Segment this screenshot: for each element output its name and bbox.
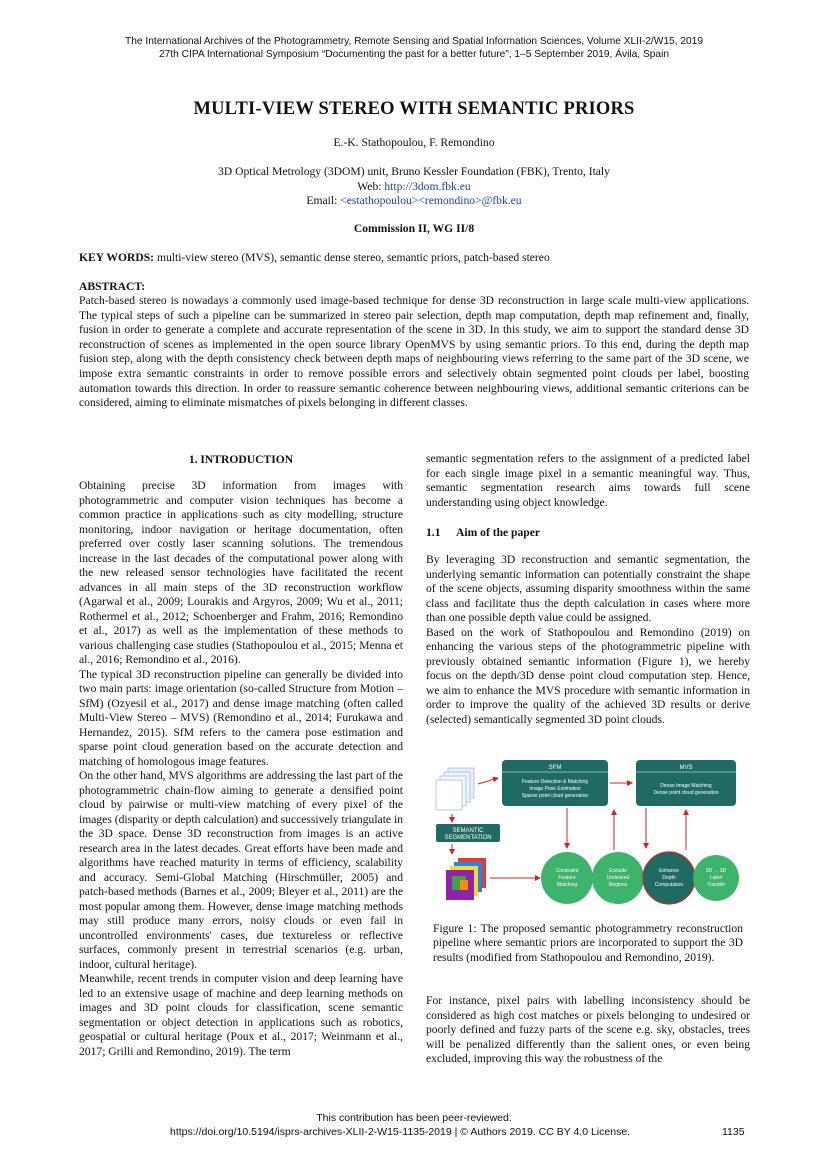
email-link[interactable]: <estathopoulou><remondino>@fbk.eu	[340, 194, 522, 207]
svg-text:Label: Label	[709, 875, 723, 881]
segmented-stack-icon	[446, 858, 486, 900]
abstract-text: Patch-based stereo is nowadays a commonly used image-based technique for dense 3D reconstruction in large scale multi-view applications. The typical steps of such a pipeline can be summarized in stereo pair selection, depth map computation, depth map refinement and, finally, fusion in order to generate a complete and accurate representation of the scene in 3D. In this study, we aim to support the standard dense 3D reconstruction of scenes as implemented in the open source library OpenMVS by using semantic priors. To this end, during the depth map fusion step, along with the depth consistency check between depth maps of neighbouring views referring to the same part of the 3D scene, we impose extra semantic constraints in order to remove possible errors and selectively obtain segmented point clouds per label, boosting automation towards this direction. In order to reassure semantic coherence between neighbouring views, additional semantic criterions can be considered, aiming to eliminate mismatches of pixels belonging in different classes.	[79, 294, 749, 410]
paragraph: For instance, pixel pairs with labelling inconsistency should be considered as high cost matches or pixels belonging to undesired or poorly defined and fuzzy parts of the scene e.g. sky, obstacles, trees will be penalized differently than the salient ones, or even being excluded, improving this way the robustness of the	[426, 994, 750, 1065]
page-number: 1135	[722, 1126, 745, 1138]
paragraph: By leveraging 3D reconstruction and semantic segmentation, the underlying semantic information can potentially constraint the shape of the scene objects, assuming disparity smoothness within the same class and facilitate thus the depth calculation in cases where more than one possible depth value could be assigned.	[426, 553, 750, 624]
footer-peer-review: This contribution has been peer-reviewed.	[316, 1112, 512, 1124]
svg-text:Depth: Depth	[662, 875, 676, 881]
abstract-heading: ABSTRACT:	[79, 280, 146, 293]
label-transfer-circle	[693, 855, 739, 901]
svg-text:2D → 3D: 2D → 3D	[705, 868, 727, 874]
section-heading-introduction: 1. INTRODUCTION	[188, 453, 294, 466]
authors: E.-K. Stathopoulou, F. Remondino	[333, 136, 495, 149]
svg-text:Sparse point cloud generation: Sparse point cloud generation	[521, 793, 589, 799]
paragraph: Obtaining precise 3D information from images with photogrammetric and computer vision techniques has become a common practice in applications such as city modelling, structure monitoring, indoor navigation or heritage documentation, often preferred over costly laser scanning solutions. The tremendous increase in the last decades of the computational power along with the new released sensor technologies have facilitated the recent advances in all main steps of the 3D reconstruction workflow (Agarwal et al., 2009; Lourakis and Argyros, 2009; Wu et al., 2011; Rothermel et al., 2012; Schoenberger and Frahm, 2016; Remondino et al., 2017) as well as the implementation of these methods to various challenging case studies (Stathopoulou et al., 2015; Menna et al., 2016; Remondino et al., 2016).	[79, 479, 403, 666]
right-column-top	[426, 452, 750, 510]
svg-text:Transfer: Transfer	[706, 882, 726, 888]
paragraph: Meanwhile, recent trends in computer vision and deep learning have led to an extensive usage of machine and deep learning methods on images and 3D point clouds for classification, scene semantic segmentation or object detection in applications such as robotics, geospatial or cultural heritage (Poux et al., 2017; Weinmann et al., 2017; Grilli and Remondino, 2019). The term	[79, 972, 403, 1058]
svg-text:Exclude: Exclude	[609, 868, 627, 874]
svg-text:Feature Detection & Matching: Feature Detection & Matching	[521, 779, 589, 785]
arrow	[478, 778, 498, 784]
running-header-line1: The International Archives of the Photogrammetry, Remote Sensing and Spatial Information Sciences, Volume XLII-2/W15, 2019	[125, 36, 703, 47]
left-column	[79, 479, 403, 1059]
section-number: 1.1	[426, 526, 441, 539]
keywords: multi-view stereo (MVS), semantic dense stereo, semantic priors, patch-based stereo	[154, 251, 550, 264]
svg-text:Regions: Regions	[608, 882, 628, 888]
paragraph: On the other hand, MVS algorithms are addressing the last part of the photogrammetric chain-flow aiming to generate a densified point cloud by pairwise or multi-view matching of every pixel of the images (disparity or depth calculation) and successively triangulate in the 3D space. Dense 3D reconstruction from images is an active research area in the latest decades. Great efforts have been made and algorithms have reached maturity in terms of efficiency, scalability and accuracy. Semi-Global Matching (Hirschmüller, 2005) and patch-based methods (Barnes et al., 2009; Bleyer et al., 2011) are the most popular among them. However, dense image matching methods may still produce many errors, noisy clouds or even fail in uncontrolled environments' cases, due textureless or reflective surfaces, commonly present in terrestrial scenarios (e.g. urban, indoor, cultural heritage).	[79, 769, 403, 971]
paragraph: Based on the work of Stathopoulou and Remondino (2019) on enhancing the various steps of the photogrammetric pipeline with previously obtained semantic information (Figure 1), we hereby focus on the depth/3D dense point cloud computation step. Hence, we aim to enhance the MVS procedure with semantic information in order to improve the quality of the achieved 3D results or derive (selected) semantically segmented 3D point clouds.	[426, 625, 750, 726]
web-line	[0, 180, 828, 195]
svg-text:Enhance: Enhance	[659, 868, 679, 874]
svg-text:SEMANTIC: SEMANTIC	[452, 828, 484, 834]
section-title: Aim of the paper	[456, 526, 541, 539]
sfm-box	[502, 760, 608, 806]
svg-text:SEGMENTATION: SEGMENTATION	[444, 835, 492, 841]
figure-caption: Figure 1: The proposed semantic photogrammetry reconstruction pipeline where semantic priors are incorporated to support the 3D results (modified from Stathopoulou and Remondino, 2019).	[433, 922, 743, 964]
affiliation: 3D Optical Metrology (3DOM) unit, Bruno Kessler Foundation (FBK), Trento, Italy	[218, 165, 610, 178]
running-header-line2: 27th CIPA International Symposium “Documenting the past for a better future”, 1–5 September 2019, Ávila, Spain	[158, 49, 670, 60]
semantic-segmentation-box	[436, 824, 500, 842]
svg-text:Dense point cloud generation: Dense point cloud generation	[653, 790, 719, 796]
footer-doi[interactable]: https://doi.org/10.5194/isprs-archives-XLII-2-W15-1135-2019 | © Authors 2019. CC BY 4.0 License.	[170, 1126, 631, 1138]
svg-text:Image Pose Estimation: Image Pose Estimation	[529, 786, 581, 792]
paragraph: The typical 3D reconstruction pipeline can generally be divided into two main parts: image orientation (so-called Structure from Motion – SfM) (Ozyesil et al., 2017) and dense image matching (often called Multi-View Stereo – MVS) (Remondino et al., 2014; Furukawa and Hernandez, 2015). SfM refers to the camera pose estimation and sparse point cloud generation based on the accurate detection and matching of homologous image features.	[79, 667, 403, 768]
constraint-feature-matching-circle	[541, 852, 593, 904]
sfm-title: SFM	[548, 765, 562, 771]
web-link[interactable]: http://3dom.fbk.eu	[384, 180, 471, 193]
svg-text:Matching: Matching	[556, 882, 578, 888]
image-stack-icon	[436, 768, 474, 810]
email-label: Email:	[306, 194, 341, 207]
enhance-depth-computation-circle	[643, 852, 695, 904]
right-column-mid	[426, 553, 750, 727]
svg-text:Dense Image Matching: Dense Image Matching	[660, 783, 712, 789]
svg-text:Computation: Computation	[654, 882, 684, 888]
paragraph: semantic segmentation refers to the assignment of a predicted label for each single image pixel in a semantic meaningful way. Thus, semantic segmentation research aims towards full scene understanding using object knowledge.	[426, 452, 750, 509]
pipeline-figure	[434, 756, 740, 916]
mvs-box	[636, 760, 736, 806]
keywords-label: KEY WORDS:	[79, 251, 155, 264]
paper-title: MULTI-VIEW STEREO WITH SEMANTIC PRIORS	[193, 99, 635, 119]
section-heading-aim	[426, 526, 540, 539]
web-label: Web:	[357, 180, 385, 193]
right-column-bottom	[426, 994, 750, 1067]
keywords-line	[79, 251, 751, 264]
exclude-undesired-regions-circle	[592, 852, 644, 904]
svg-text:Constraint: Constraint	[555, 868, 579, 874]
svg-text:Feature: Feature	[558, 875, 576, 881]
email-line	[0, 194, 828, 209]
mvs-title: MVS	[679, 765, 693, 771]
commission: Commission II, WG II/8	[353, 222, 475, 235]
svg-text:Undesired: Undesired	[606, 875, 630, 881]
